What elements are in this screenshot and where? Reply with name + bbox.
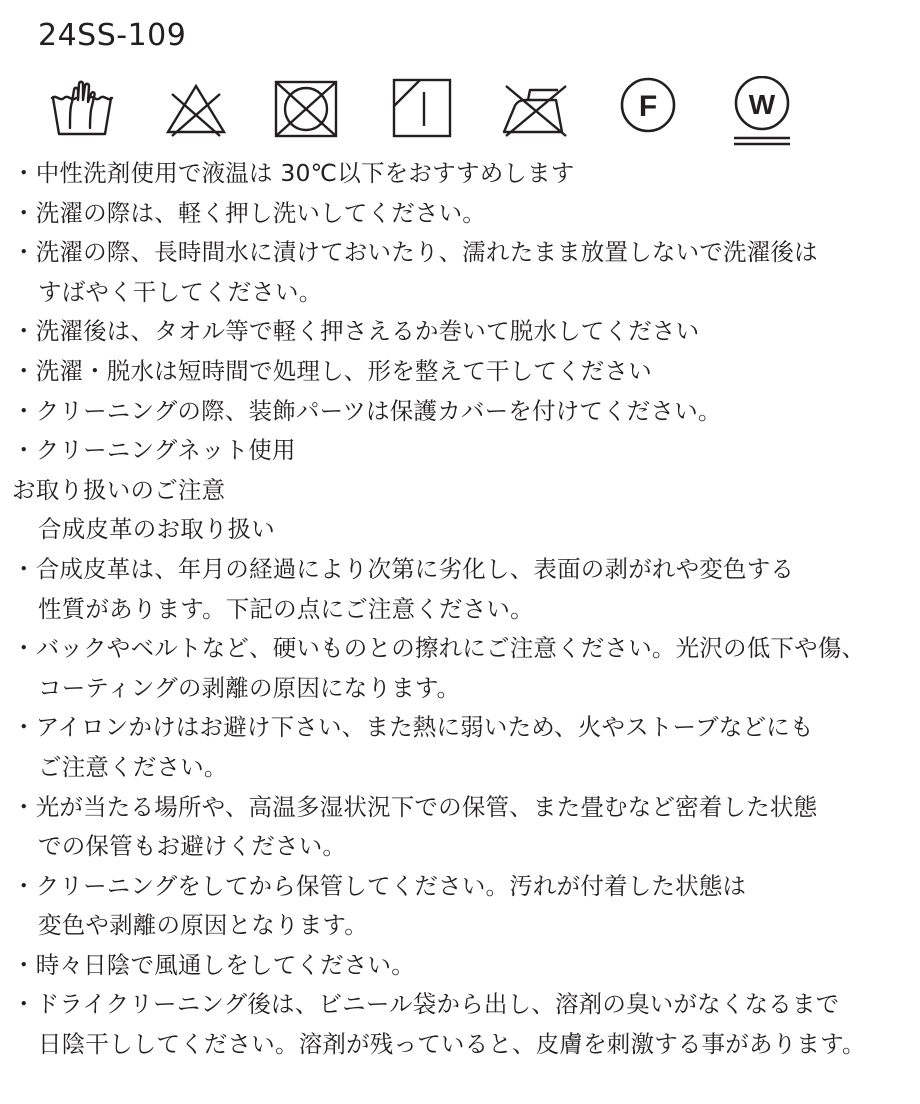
instruction-line: ・洗濯の際は、軽く押し洗いしてください。	[12, 198, 486, 227]
instruction-line-continued: 性質があります。下記の点にご注意ください。	[38, 594, 534, 623]
instruction-line: ・光が当たる場所や、高温多湿状況下での保管、また畳むなど密着した状態	[12, 792, 818, 821]
instruction-line: ・クリーニングネット使用	[12, 436, 296, 465]
care-symbols-row	[46, 76, 806, 156]
hand-wash-icon	[50, 76, 114, 140]
do-not-tumble-dry-icon	[274, 76, 338, 140]
dry-clean-f-icon	[616, 76, 680, 140]
instruction-line: ・クリーニングの際、装飾パーツは保護カバーを付けてください。	[12, 396, 722, 425]
instruction-line-continued: での保管もお避けください。	[38, 832, 347, 861]
dry-clean-letter: F	[638, 90, 658, 123]
instruction-line-continued: 日陰干ししてください。溶剤が残っていると、皮膚を刺激する事があります。	[38, 1030, 866, 1059]
instruction-line: ・中性洗剤使用で液温は 30℃以下をおすすめします	[12, 159, 575, 187]
do-not-iron-icon	[500, 76, 570, 140]
instruction-line-continued: 変色や剥離の原因となります。	[38, 911, 368, 940]
instruction-line: ・クリーニングをしてから保管してください。汚れが付着した状態は	[12, 871, 747, 900]
wet-clean-w-icon	[730, 76, 794, 148]
instruction-line: ・バックやベルトなど、硬いものとの擦れにご注意ください。光沢の低下や傷、	[12, 634, 866, 663]
instruction-line: ・洗濯後は、タオル等で軽く押さえるか巻いて脱水してください	[12, 317, 700, 346]
instruction-line: ・ドライクリーニング後は、ビニール袋から出し、溶剤の臭いがなくなるまで	[12, 990, 840, 1019]
line-dry-in-shade-icon	[392, 76, 456, 140]
do-not-bleach-icon	[164, 76, 228, 140]
section-subheading: 合成皮革のお取り扱い	[38, 515, 275, 544]
instruction-line: ・時々日陰で風通しをしてください。	[12, 950, 415, 979]
section-heading: お取り扱いのご注意	[12, 475, 226, 504]
wet-clean-letter: W	[748, 89, 776, 120]
instruction-line-continued: すばやく干してください。	[38, 277, 323, 306]
product-code: 24SS-109	[38, 18, 187, 53]
instruction-line-continued: ご注意ください。	[38, 752, 228, 781]
instruction-line: ・洗濯の際、長時間水に漬けておいたり、濡れたまま放置しないで洗濯後は	[12, 238, 818, 267]
care-instructions	[12, 154, 912, 1065]
instruction-line: ・アイロンかけはお避け下さい、また熱に弱いため、火やストーブなどにも	[12, 713, 814, 742]
instruction-line: ・洗濯・脱水は短時間で処理し、形を整えて干してください	[12, 356, 652, 385]
instruction-line: ・合成皮革は、年月の経過により次第に劣化し、表面の剥がれや変色する	[12, 554, 795, 583]
instruction-line-continued: コーティングの剥離の原因になります。	[38, 673, 461, 702]
